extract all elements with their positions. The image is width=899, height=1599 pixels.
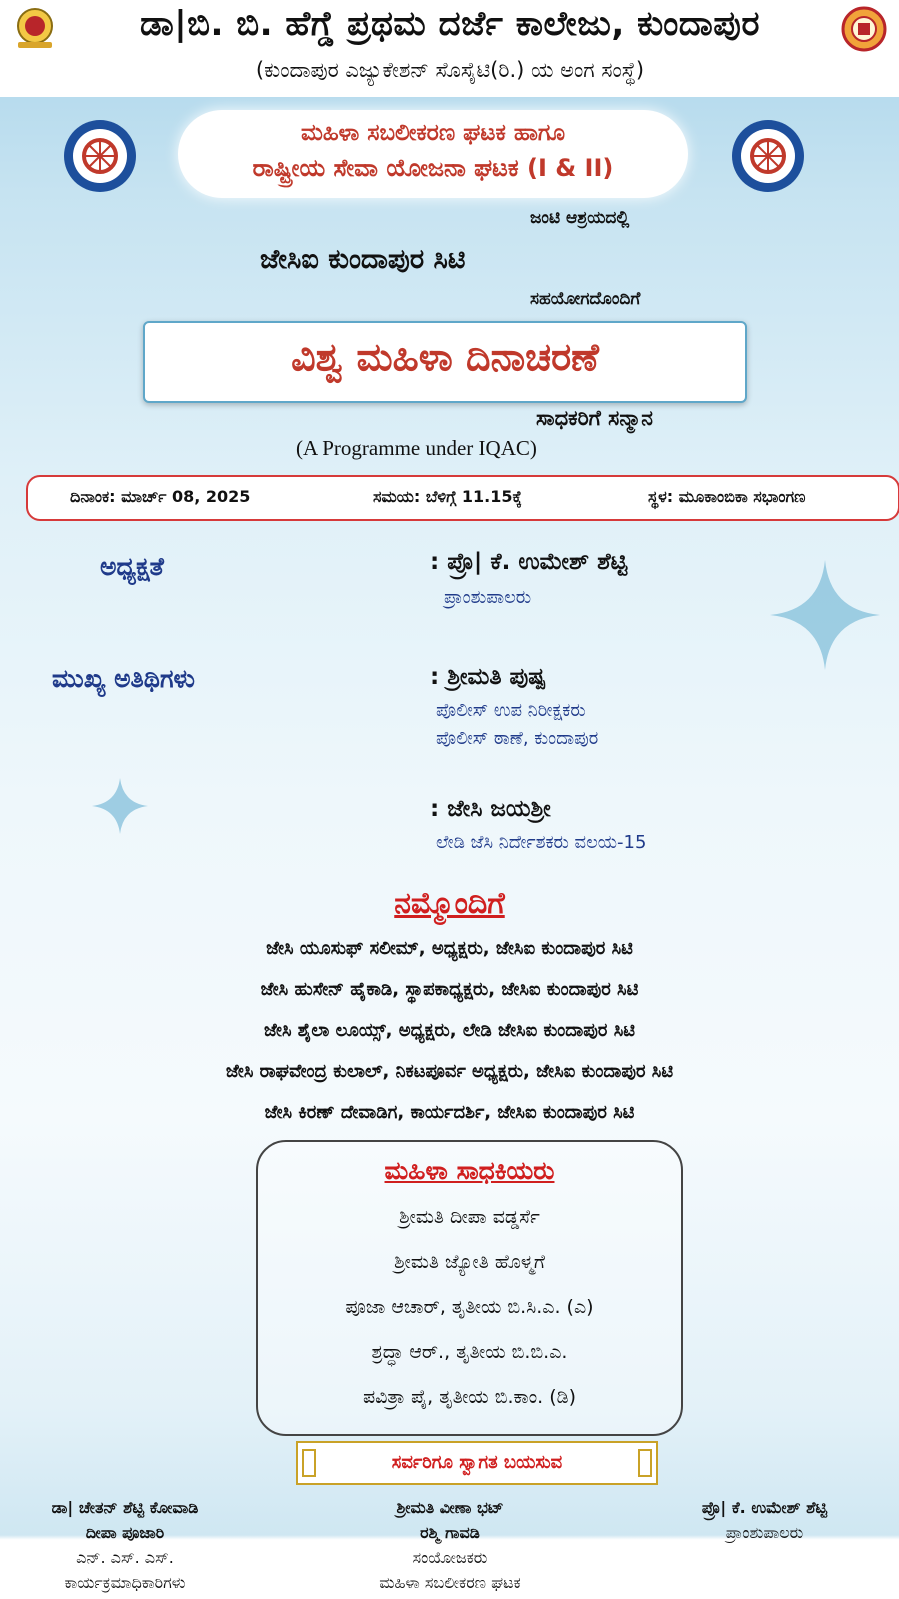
sparkle-icon <box>92 778 148 834</box>
footer-name: ಶ್ರೀಮತಿ ವೀಣಾ ಭಟ್ <box>396 1498 504 1517</box>
college-emblem-icon <box>841 6 887 52</box>
with-us-title: ನಮ್ಮೊಂದಿಗೆ <box>394 886 505 921</box>
society-name: (ಕುಂದಾಪುರ ಎಜ್ಯುಕೇಶನ್ ಸೊಸೈಟಿ(ರಿ.) ಯ ಅಂಗ ಸಂಸ್ಥೆ) <box>255 58 645 82</box>
footer-name: ದೀಪಾ ಪೂಜಾರಿ <box>85 1523 165 1542</box>
list-item: ಪವಿತ್ರಾ ಪೈ, ತೃತೀಯ ಬಿ.ಕಾಂ. (ಡಿ) <box>362 1386 577 1408</box>
guest-designation: ಪೊಲೀಸ್ ಠಾಣೆ, ಕುಂದಾಪುರ <box>436 728 599 749</box>
welcome-banner <box>296 1441 658 1485</box>
with-us-list <box>0 938 899 1143</box>
presides-label: ಅಧ್ಯಕ್ಷತೆ <box>100 552 164 581</box>
footer-role: ಎನ್. ಎಸ್. ಎಸ್. <box>76 1548 174 1567</box>
event-date: ದಿನಾಂಕ: ಮಾರ್ಚ್ 08, 2025 <box>70 487 251 506</box>
sparkle-icon <box>770 560 880 670</box>
guest-designation: ಪೊಲೀಸ್ ಉಪ ನಿರೀಕ್ಷಕರು <box>436 700 586 721</box>
event-info-bar <box>26 475 899 521</box>
list-item: ಶ್ರೀಮತಿ ದೀಪಾ ವಡ್ಡರ್ಸೆ <box>399 1206 540 1228</box>
list-item: ಜೇಸಿ ಯೂಸುಫ್ ಸಲೀಮ್, ಅಧ್ಯಕ್ಷರು, ಜೇಸಿಐ ಕುಂದಾಪುರ ಸಿಟಿ <box>266 938 633 959</box>
event-venue: ಸ್ಥಳ: ಮೂಕಾಂಬಿಕಾ ಸಭಾಂಗಣ <box>648 487 806 506</box>
footer-name: ರಶ್ಮಿ ಗಾವಡಿ <box>420 1523 480 1542</box>
footer-name: ಡಾ| ಚೇತನ್ ಶೆಟ್ಟಿ ಕೋವಾಡಿ <box>51 1498 199 1517</box>
event-time: ಸಮಯ: ಬೆಳಿಗ್ಗೆ 11.15ಕ್ಕೆ <box>373 487 522 506</box>
nss-logo-icon <box>62 118 138 194</box>
footer-role: ಪ್ರಾಂಶುಪಾಲರು <box>725 1523 804 1542</box>
presides-name: : ಪ್ರೊ| ಕೆ. ಉಮೇಶ್ ಶೆಟ್ಟಿ <box>430 549 628 575</box>
collaboration-text: ಸಹಯೋಗದೊಂದಿಗೆ <box>530 289 641 309</box>
nss-logo-icon <box>730 118 806 194</box>
list-item: ಜೇಸಿ ಹುಸೇನ್ ಹೈಕಾಡಿ, ಸ್ಥಾಪಕಾಧ್ಯಕ್ಷರು, ಜೇಸಿಐ ಕುಂದಾಪುರ ಸಿಟಿ <box>260 979 639 1000</box>
list-item: ಜೇಸಿ ಕಿರಣ್ ದೇವಾಡಿಗ, ಕಾರ್ಯದರ್ಶಿ, ಜೇಸಿಐ ಕುಂದಾಪುರ ಸಿಟಿ <box>264 1102 635 1123</box>
footer-role: ಕಾರ್ಯಕ್ರಮಾಧಿಕಾರಿಗಳು <box>64 1573 186 1592</box>
list-item: ಜೇಸಿ ರಾಘವೇಂದ್ರ ಕುಲಾಲ್, ನಿಕಟಪೂರ್ವ ಅಧ್ಯಕ್ಷರು, ಜೇಸಿಐ ಕುಂದಾಪುರ ಸಿಟಿ <box>225 1061 674 1082</box>
organisers-box <box>178 110 688 198</box>
guest-designation: ಲೇಡಿ ಜೆಸಿ ನಿರ್ದೇಶಕರು ವಲಯ-15 <box>436 832 647 853</box>
footer-nss-officers <box>0 1498 250 1598</box>
list-item: ಶ್ರೀಮತಿ ಜ್ಯೋತಿ ಹೊಳ್ಮಗೆ <box>394 1251 545 1273</box>
list-item: ಪೂಜಾ ಆಚಾರ್, ತೃತೀಯ ಬಿ.ಸಿ.ಎ. (ಎ) <box>345 1296 594 1318</box>
footer-name: ಪ್ರೊ| ಕೆ. ಉಮೇಶ್ ಶೆಟ್ಟಿ <box>701 1498 828 1517</box>
organiser-line-2: ರಾಷ್ಟ್ರೀಯ ಸೇವಾ ಯೋಜನಾ ಘಟಕ (I & II) <box>252 154 614 182</box>
achievers-box <box>256 1140 683 1436</box>
header <box>0 0 899 97</box>
footer-coordinators <box>330 1498 570 1598</box>
footer-role: ಸಂಯೋಜಕರು <box>412 1548 488 1567</box>
list-item: ಜೇಸಿ ಶೈಲಾ ಲೂಯ್ಸ್, ಅಧ್ಯಕ್ಷರು, ಲೇಡಿ ಜೇಸಿಐ ಕುಂದಾಪುರ ಸಿಟಿ <box>263 1020 636 1041</box>
footer-principal <box>642 1498 887 1548</box>
guests-label: ಮುಖ್ಯ ಅತಿಥಿಗಳು <box>52 664 196 693</box>
joint-auspices: ಜಂಟಿ ಆಶ್ರಯದಲ್ಲಿ <box>530 208 630 228</box>
iqac-note: (A Programme under IQAC) <box>296 436 537 460</box>
event-title: ವಿಶ್ವ ಮಹಿಳಾ ದಿನಾಚರಣೆ <box>291 335 599 379</box>
guest-name: : ಶ್ರೀಮತಿ ಪುಷ್ಪ <box>430 664 546 690</box>
achievers-title: ಮಹಿಳಾ ಸಾಧಕಿಯರು <box>384 1156 555 1185</box>
presides-designation: ಪ್ರಾಂಶುಪಾಲರು <box>444 587 532 608</box>
event-title-box <box>143 321 747 403</box>
welcome-text: ಸರ್ವರಿಗೂ ಸ್ವಾಗತ ಬಯಸುವ <box>391 1452 563 1473</box>
achievers-list <box>258 1206 681 1431</box>
college-emblem-icon <box>12 6 58 52</box>
list-item: ಶ್ರದ್ಧಾ ಆರ್., ತೃತೀಯ ಬಿ.ಬಿ.ಎ. <box>371 1341 568 1363</box>
event-subtitle: ಸಾಧಕರಿಗೆ ಸನ್ಮಾನ <box>536 406 653 430</box>
footer-role: ಮಹಿಳಾ ಸಬಲೀಕರಣ ಘಟಕ <box>379 1573 521 1592</box>
college-name: ಡಾ|ಬಿ. ಬಿ. ಹೆಗ್ಡೆ ಪ್ರಥಮ ದರ್ಜೆ ಕಾಲೇಜು, ಕುಂದಾಪುರ <box>140 4 760 44</box>
organiser-line-1: ಮಹಿಳಾ ಸಬಲೀಕರಣ ಘಟಕ ಹಾಗೂ <box>300 120 565 146</box>
guest-name: : ಜೇಸಿ ಜಯಶ್ರೀ <box>430 796 551 822</box>
partner-name: ಜೇಸಿಐ ಕುಂದಾಪುರ ಸಿಟಿ <box>260 244 466 275</box>
